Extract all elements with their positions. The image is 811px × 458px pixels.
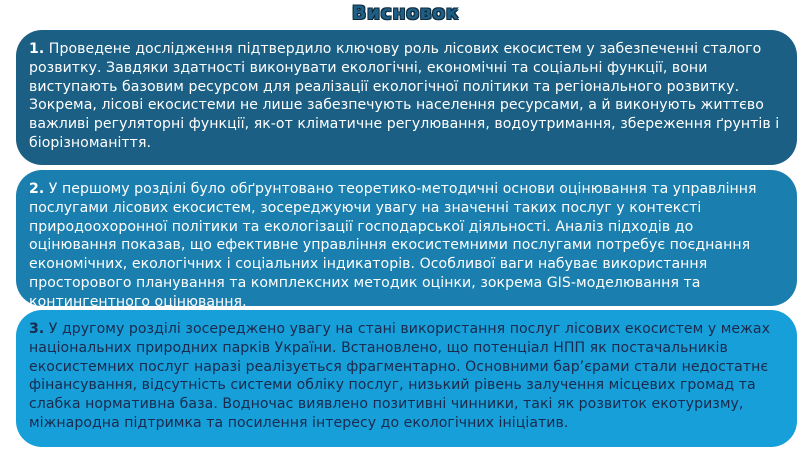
block-number: 2. (29, 181, 45, 197)
conclusion-block-2 (16, 170, 797, 310)
block-text: У першому розділі було обґрунтовано теоретико-методичні основи оцінювання та управління послугами лісових екосистем, зосереджуючи увагу на значенні таких послуг у контексті природоохоронної політики та екологізації господарської діяльності. Аналіз підходів до оцінювання показав, що ефективне управління екосистемними послугами потребує поєднання економічних, екологічних і соціальних індикаторів. Особливої ваги набуває використання просторового планування та комплексних методик оцінки, зокрема GIS-моделювання та контингентного оцінювання. (29, 181, 757, 310)
conclusion-block-1 (16, 30, 797, 165)
block-number: 3. (29, 321, 45, 337)
conclusion-paragraph-1 (29, 40, 781, 153)
conclusion-paragraph-3 (29, 320, 781, 433)
block-text: Проведене дослідження підтвердило ключову роль лісових екосистем у забезпеченні сталого розвитку. Завдяки здатності виконувати екологічні, економічні та соціальні функції, вони виступають базовим ресурсом для реалізації екологічної політики та регіонального розвитку. Зокрема, лісові екосистеми не лише забезпечують населення ресурсами, а й виконують життєво важливі регуляторні функції, як-от кліматичне регулювання, водоутримання, збереження ґрунтів і біорізноманіття. (29, 41, 780, 151)
conclusion-block-3 (16, 310, 797, 447)
block-number: 1. (29, 41, 45, 57)
block-text: У другому розділі зосереджено увагу на стані використання послуг лісових екосистем у межах національних природних парків України. Встановлено, що потенціал НПП як постачальників екосистемних послуг наразі реалізується фрагментарно. Основними бар’єрами стали недостатнє фінансування, відсутність системи обліку послуг, низький рівень залучення місцевих громад та слабка нормативна база. Водночас виявлено позитивні чинники, такі як розвиток екотуризму, міжнародна підтримка та посилення інтересу до екологічних ініціатив. (29, 321, 770, 431)
conclusion-paragraph-2 (29, 180, 781, 312)
slide-title: Висновок (351, 2, 460, 24)
